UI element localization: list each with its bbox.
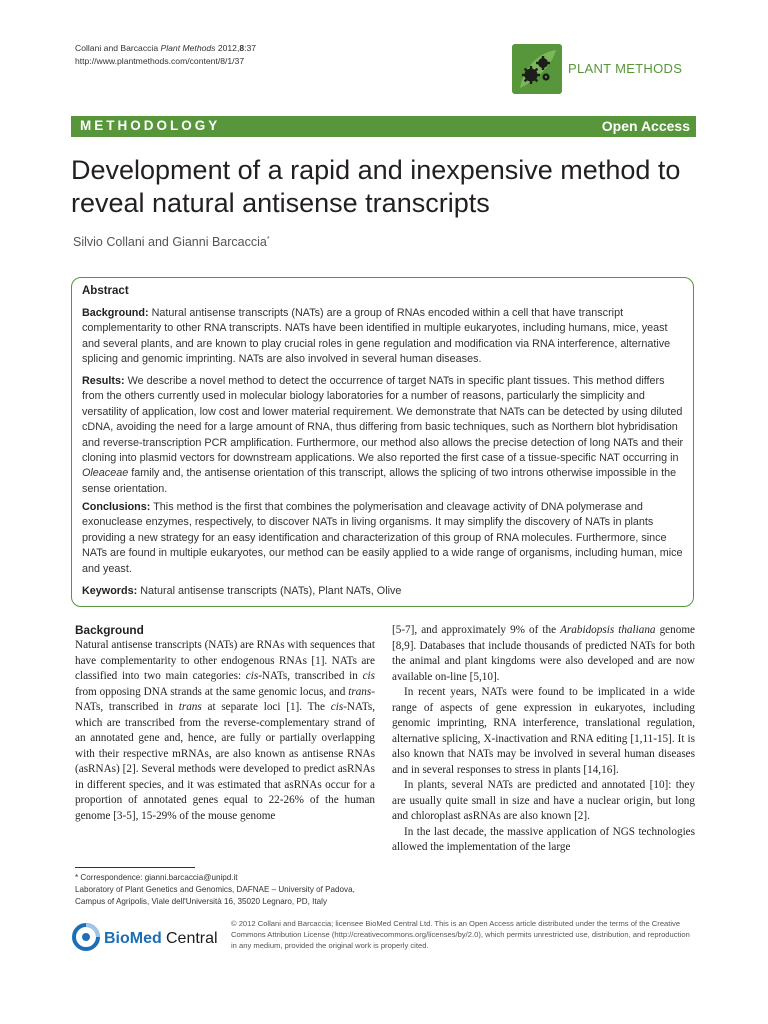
abstract-results-text: We describe a novel method to detect the occurrence of target NATs in specific plant tissues. This method differs from the others currently used in molecular biology laboratories for a number of reasons, particularly the simplicity and versatility of application, low cost and lower material requirement. We demonstrate that NATs can be detected by using diluted cDNA, avoiding the need for a large amount of RNA, thus differing from basic techniques, such as Northern blot hybridisation and reverse-transcription PCR amplification. Furthermore, our method also allows the precise detection of long NATs and their cloning into plasmid vectors for downstream applications. We also reported the first case of a tissue-specific NAT occurring in (82, 375, 684, 465)
journal-brand: PLANT METHODS (568, 61, 683, 76)
abstract-conclusions-text: This method is the first that combines the polymerisation and cleavage activity of DNA polymerase and exonuclease enzymes, respectively, to discover NATs in living organisms. It may simplify the discovery of NATs in plants providing a new strategy for an easy identification and characterization of this group of RNA molecules. Furthermore, since NATs are found in multiple eukaryotes, our method can be easily applied to a wide range of organisms, including human, mice and yeast. (82, 501, 683, 575)
background-heading: Background (75, 623, 144, 637)
article-title: Development of a rapid and inexpensive method to reveal natural antisense transcripts (71, 155, 681, 218)
text-run-italic: cis (362, 670, 375, 682)
affiliation: Laboratory of Plant Genetics and Genomics, DAFNAE – University of Padova, Campus of Agripolis, Viale dell'Università 16, 35020 Legnaro, PD, Italy (75, 885, 355, 907)
text-run: from opposing DNA strands at the same genomic locus, and (75, 685, 346, 698)
biomed-central-logo (72, 922, 222, 952)
citation-article: :37 (244, 43, 257, 53)
text-run-italic: cis (245, 670, 259, 682)
abstract-conclusions-label: Conclusions: (82, 501, 151, 513)
biomed-text: BioMed (104, 930, 162, 947)
text-run: -NATs, transcribed in (75, 685, 375, 713)
citation-year: 2012, (217, 43, 240, 53)
abstract-conclusions (82, 500, 686, 577)
text-run-italic: cis (330, 701, 344, 713)
correspondence-email[interactable]: * Correspondence: gianni.barcaccia@unipd.it (75, 873, 238, 882)
text-run-italic: trans (348, 685, 372, 698)
abstract-results-label: Results: (82, 375, 125, 387)
author-names: Silvio Collani and Gianni Barcaccia (73, 235, 267, 249)
abstract-background-text: Natural antisense transcripts (NATs) are a group of RNAs encoded within a cell that have transcript complementarity to other RNA transcripts. NATs have been identified in multiple eukaryotes, including humans, mice, yeast and several plants, and are known to play crucial roles in gene regulation and modification via RNA interference, alternative splicing and genomic imprinting. NATs are also involved in several human diseases. (82, 307, 671, 366)
authors (73, 235, 270, 249)
citation-journal: Plant Methods (160, 43, 216, 53)
text-run: at separate loci [1]. The (207, 701, 325, 713)
corresponding-mark: * (266, 235, 270, 243)
paragraph: In recent years, NATs were found to be implicated in a wide range of aspects of gene expression in eukaryotes, including genomic imprinting, RNA interference, translational regulation, alternative splicing, X-inactivation and RNA editing [1,11-15]. It is also known that NATs may be involved in several human diseases and in several responses to stress in plants [14,16]. (392, 686, 695, 776)
article-url[interactable]: http://www.plantmethods.com/content/8/1/37 (75, 56, 245, 66)
copyright-notice: © 2012 Collani and Barcaccia; licensee BioMed Central Ltd. This is an Open Access article distributed under the terms of the Creative Commons Attribution License (http://creativecommons.org/licenses/by/2.0), which permits unrestricted use, distribution, and reproduction in any medium, provided the original work is properly cited. (231, 919, 690, 951)
text-run: [5-7], and approximately 9% of the (392, 624, 557, 636)
keywords-text: Natural antisense transcripts (NATs), Plant NATs, Olive (140, 585, 402, 597)
central-text: Central (166, 930, 218, 947)
footnote (75, 872, 375, 909)
abstract-results-family: Oleaceae (82, 467, 129, 480)
text-run: genome [8,9]. Databases that include thousands of predicted NATs for both the animal and plant kingdoms were also developed and are now available on-line [5,10]. (392, 624, 695, 683)
text-run-italic: trans (178, 701, 202, 713)
citation-line (75, 42, 256, 55)
paragraph (392, 623, 695, 685)
citation (75, 42, 256, 68)
paragraph (75, 638, 375, 824)
citation-authors: Collani and Barcaccia (75, 43, 159, 53)
text-run: -NATs, which are transcribed from the reverse-complementary strand of an annotated gene and, hence, are fully or partially overlapping with their respective mRNAs, are also known as antisense RNAs (asRNAs) [2]. Several methods were developed to predict asRNAs in different species, and it was estimated that asRNAs occur for a proportion of annotated genes equal to 22-26% of the human genome [3-5], 15-29% of the mouse genome (75, 701, 376, 822)
footnote-divider (75, 867, 195, 868)
plant-methods-logo (512, 44, 562, 94)
keywords-label: Keywords: (82, 585, 138, 597)
text-run: -NATs, transcribed in (258, 670, 358, 682)
abstract-results-text-end: family and, the antisense orientation of this transcript, allows the splicing of two introns otherwise impossible in the sense orientation. (82, 467, 677, 495)
abstract-keywords (82, 584, 686, 599)
paragraph: In plants, several NATs are predicted and annotated [10]: they are usually quite small in size and have a nuclear origin, but long and chloroplast asRNAs are also known [2]. (392, 779, 695, 822)
abstract-background-label: Background: (82, 307, 149, 319)
paragraph: In the last decade, the massive application of NGS technologies allowed the implementation of the large (392, 825, 695, 853)
citation-volume: 8 (239, 43, 245, 53)
abstract-background (82, 306, 686, 368)
body-column-right (392, 623, 695, 856)
text-run: Natural antisense transcripts (NATs) are RNAs with sequences that have complementarity to other endogenous RNAs [1]. NATs are classified into two main categories: (75, 639, 375, 682)
abstract-results (82, 374, 686, 497)
body-column-left (75, 638, 375, 824)
species-name: Arabidopsis thaliana (560, 624, 656, 636)
article-type: METHODOLOGY (80, 118, 221, 133)
open-access-label: Open Access (601, 118, 690, 134)
abstract-heading: Abstract (82, 285, 129, 297)
